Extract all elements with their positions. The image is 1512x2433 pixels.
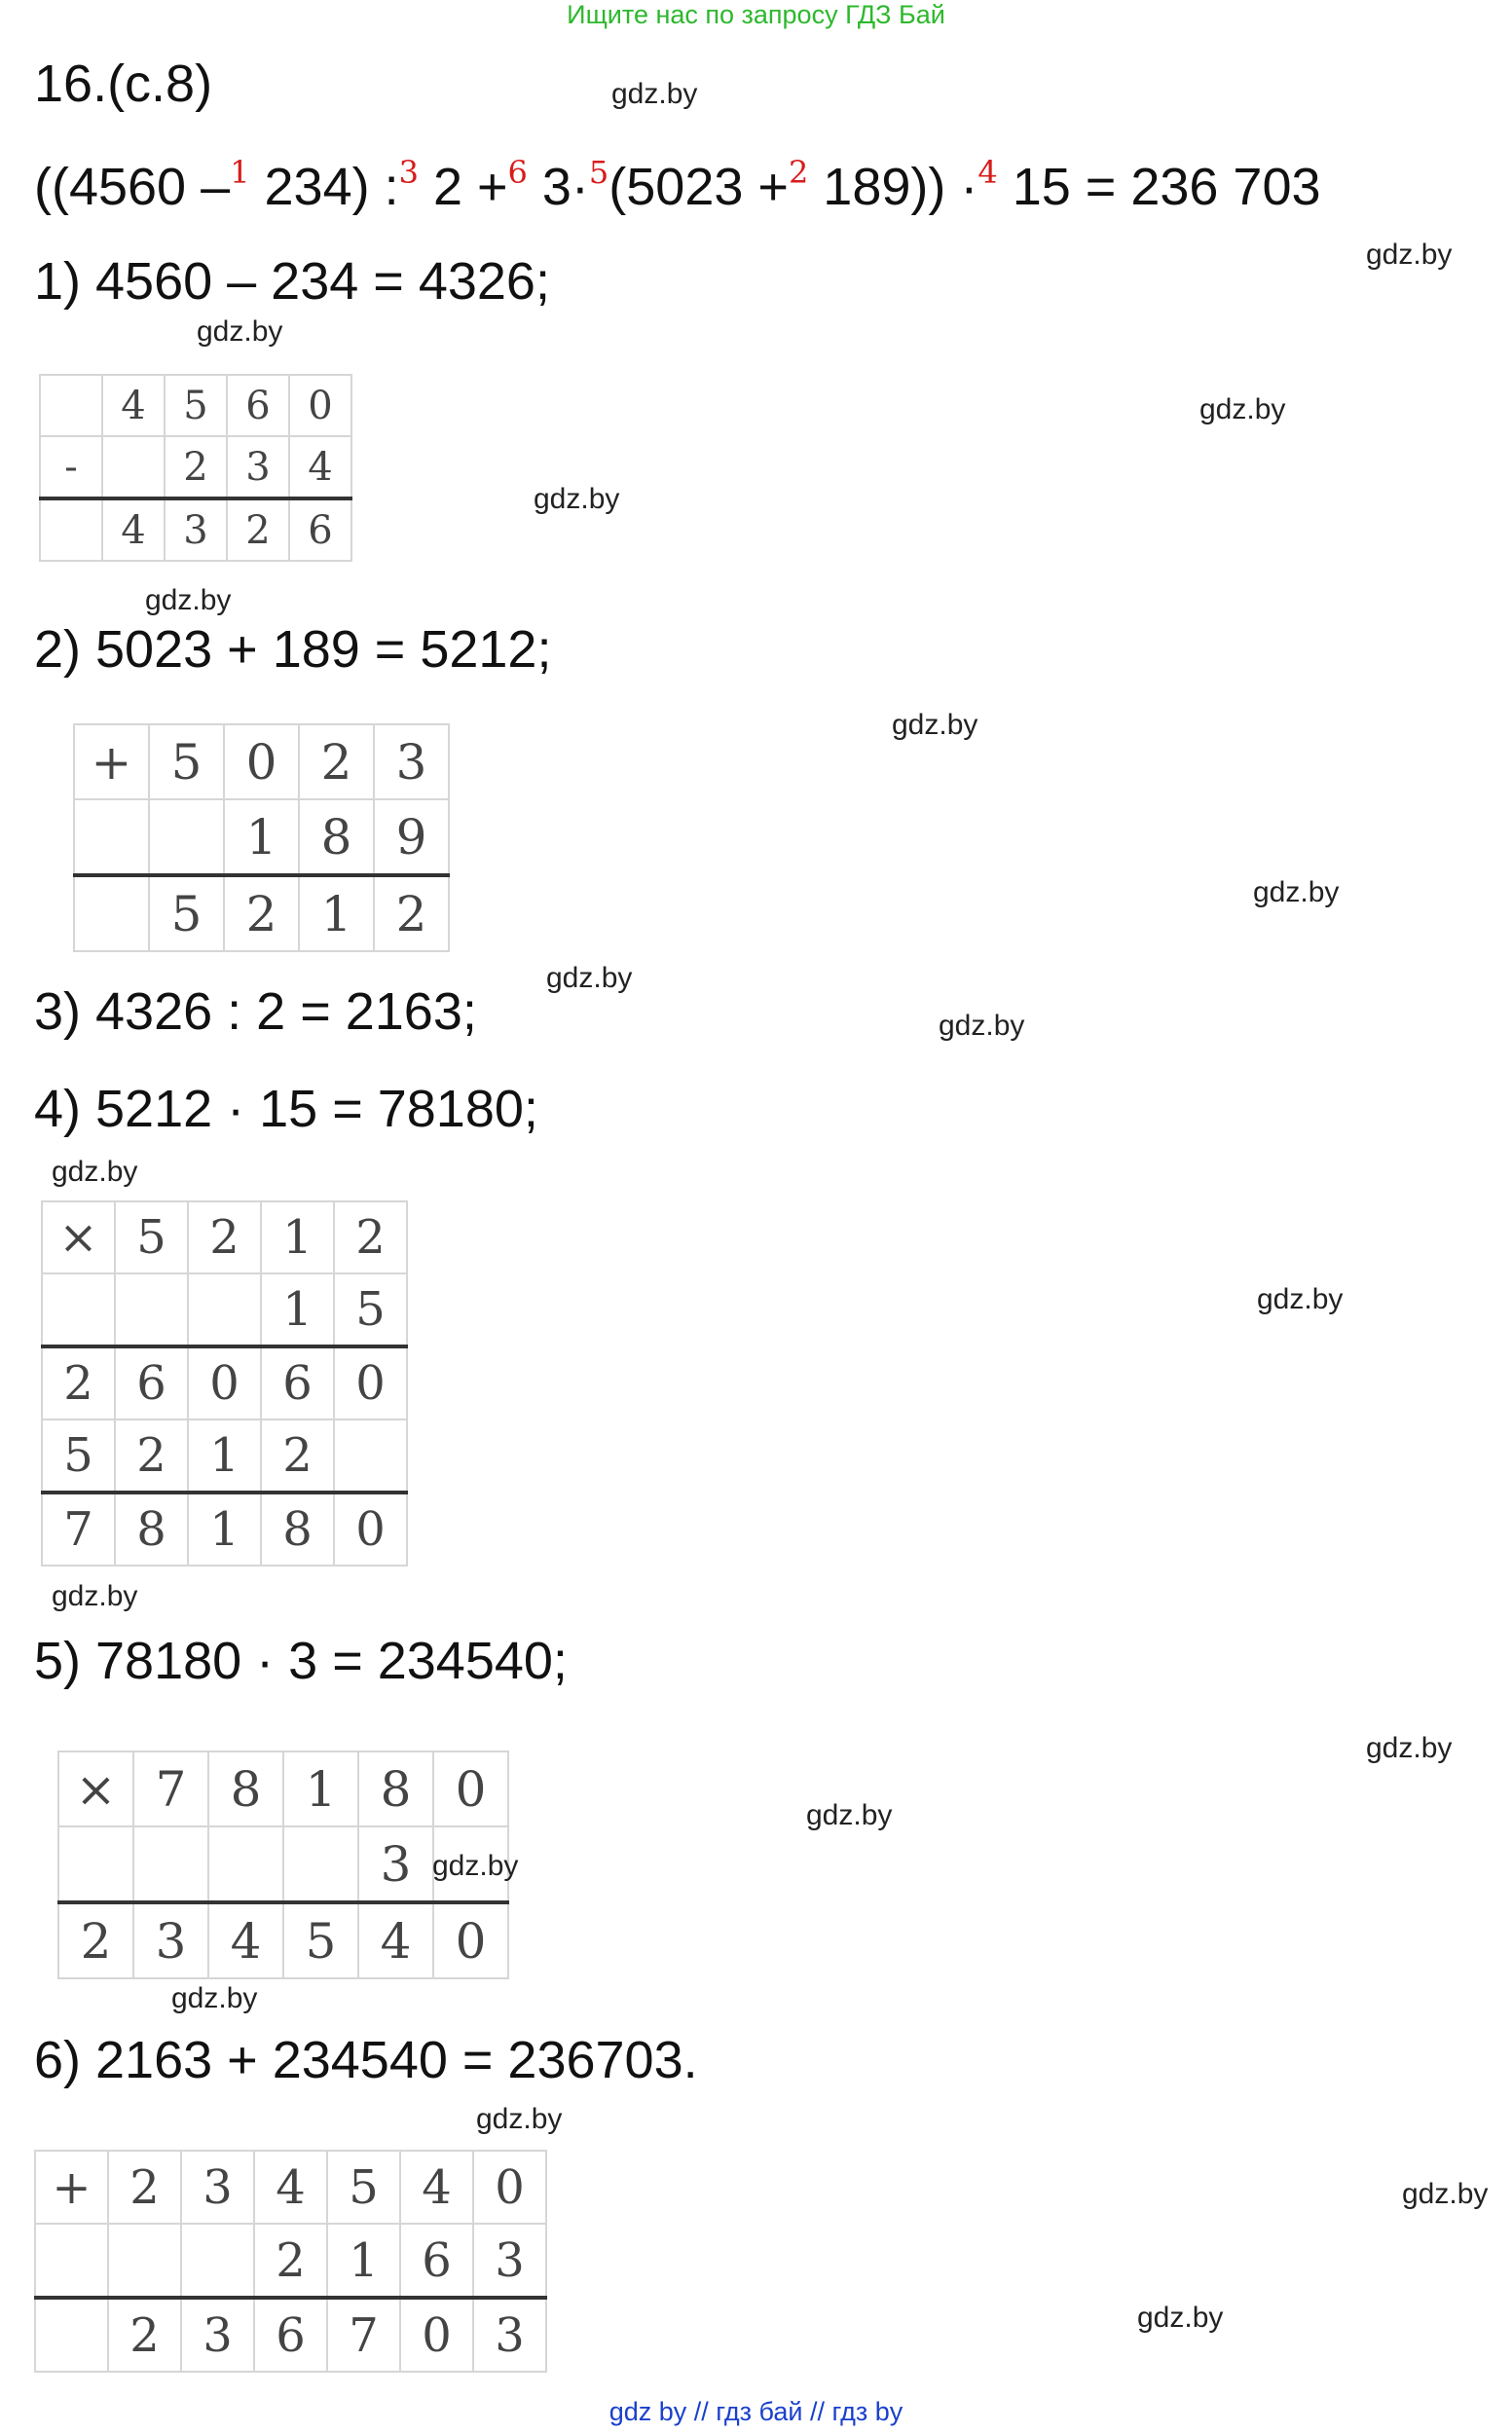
digit-cell: 4: [102, 375, 165, 436]
digit-cell: 4: [102, 498, 165, 561]
watermark: gdz.by: [1366, 1732, 1453, 1764]
digit-cell: 2: [108, 2298, 181, 2372]
digit-cell: 2: [224, 875, 299, 951]
digit-cell: [35, 2298, 108, 2372]
digit-cell: 1: [261, 1201, 334, 1273]
task-number: 16.(с.8): [34, 55, 213, 113]
digit-cell: [115, 1273, 188, 1346]
digit-cell: ×: [58, 1751, 133, 1826]
digit-cell: 6: [227, 375, 289, 436]
digit-cell: 2: [165, 436, 227, 498]
digit-cell: 2: [299, 724, 374, 799]
digit-cell: [74, 875, 149, 951]
digit-cell: 6: [289, 498, 351, 561]
digit-cell: 9: [374, 799, 449, 875]
digit-cell: 3: [473, 2298, 546, 2372]
digit-cell: 3: [181, 2151, 254, 2224]
digit-cell: 0: [188, 1346, 261, 1419]
digit-cell: 1: [224, 799, 299, 875]
digit-cell: 2: [42, 1346, 115, 1419]
digit-cell: 2: [108, 2151, 181, 2224]
watermark: gdz.by: [806, 1799, 893, 1831]
expr-part: 2 +: [418, 158, 508, 216]
digit-cell: 5: [165, 375, 227, 436]
digit-cell: 2: [58, 1902, 133, 1978]
digit-cell: [108, 2224, 181, 2298]
watermark: gdz.by: [1402, 2178, 1489, 2210]
expr-part: 15 = 236 703: [997, 158, 1321, 216]
digit-cell: 1: [327, 2224, 400, 2298]
digit-cell: 4: [400, 2151, 473, 2224]
digit-cell: 0: [334, 1493, 407, 1566]
expr-part: ((4560 –: [34, 158, 231, 216]
digit-cell: 0: [334, 1346, 407, 1419]
watermark: gdz.by: [145, 584, 232, 616]
digit-cell: 2: [115, 1419, 188, 1493]
digit-cell: 4: [358, 1902, 433, 1978]
column-subtraction: [39, 374, 352, 562]
digit-cell: [149, 799, 224, 875]
digit-cell: 4: [289, 436, 351, 498]
digit-cell: [74, 799, 149, 875]
digit-cell: 3: [473, 2224, 546, 2298]
digit-cell: 3: [133, 1902, 208, 1978]
watermark: gdz.by: [476, 2103, 563, 2135]
digit-cell: 3: [181, 2298, 254, 2372]
watermark: gdz.by: [52, 1156, 138, 1188]
digit-cell: 8: [261, 1493, 334, 1566]
digit-cell: 2: [227, 498, 289, 561]
digit-cell: 7: [327, 2298, 400, 2372]
order-mark: 6: [507, 154, 528, 191]
expr-part: 3·: [527, 158, 589, 216]
step-3: 3) 4326 : 2 = 2163;: [34, 982, 477, 1041]
digit-cell: [35, 2224, 108, 2298]
watermark: gdz.by: [534, 483, 620, 515]
digit-cell: 8: [208, 1751, 283, 1826]
digit-cell: [40, 498, 102, 561]
digit-cell: [181, 2224, 254, 2298]
watermark: gdz.by: [1257, 1283, 1344, 1315]
column-addition: [73, 723, 450, 952]
watermark: gdz.by: [1137, 2302, 1224, 2334]
digit-cell: 2: [254, 2224, 327, 2298]
digit-cell: 8: [115, 1493, 188, 1566]
digit-cell: 3: [227, 436, 289, 498]
watermark: gdz.by: [892, 709, 978, 741]
column-addition: [34, 2150, 547, 2373]
digit-cell: 2: [188, 1201, 261, 1273]
step-4: 4) 5212 · 15 = 78180;: [34, 1080, 538, 1138]
watermark: gdz.by: [432, 1850, 519, 1882]
digit-cell: 4: [208, 1902, 283, 1978]
digit-cell: 3: [165, 498, 227, 561]
search-banner[interactable]: Ищите нас по запросу ГДЗ Бай: [567, 0, 945, 29]
digit-cell: 7: [42, 1493, 115, 1566]
expr-part: (5023 +: [608, 158, 789, 216]
digit-cell: -: [40, 436, 102, 498]
watermark: gdz.by: [197, 315, 283, 348]
watermark: gdz.by: [1199, 393, 1286, 425]
digit-cell: 1: [261, 1273, 334, 1346]
watermark: gdz.by: [171, 1982, 258, 2014]
watermark: gdz.by: [939, 1010, 1025, 1042]
digit-cell: [42, 1273, 115, 1346]
step-1: 1) 4560 – 234 = 4326;: [34, 252, 550, 311]
digit-cell: 0: [224, 724, 299, 799]
column-multiplication: [41, 1200, 408, 1567]
digit-cell: 1: [188, 1419, 261, 1493]
expr-part: 189)) ·: [808, 158, 978, 216]
watermark: gdz.by: [1253, 876, 1340, 908]
digit-cell: 8: [299, 799, 374, 875]
digit-cell: 4: [254, 2151, 327, 2224]
digit-cell: 0: [433, 1751, 508, 1826]
watermark: gdz.by: [52, 1580, 138, 1612]
footer-links[interactable]: gdz by // гдз бай // гдз by: [608, 2397, 904, 2426]
digit-cell: 5: [327, 2151, 400, 2224]
digit-cell: 5: [42, 1419, 115, 1493]
expression-with-order: [34, 154, 1321, 217]
digit-cell: 0: [289, 375, 351, 436]
digit-cell: 5: [115, 1201, 188, 1273]
digit-cell: 0: [473, 2151, 546, 2224]
order-mark: 4: [977, 154, 998, 191]
digit-cell: +: [74, 724, 149, 799]
digit-cell: 0: [400, 2298, 473, 2372]
digit-cell: 1: [283, 1751, 358, 1826]
digit-cell: 6: [115, 1346, 188, 1419]
digit-cell: [208, 1826, 283, 1902]
digit-cell: [58, 1826, 133, 1902]
order-mark: 3: [398, 154, 419, 191]
digit-cell: 6: [400, 2224, 473, 2298]
digit-cell: 5: [334, 1273, 407, 1346]
digit-cell: 3: [358, 1826, 433, 1902]
watermark: gdz.by: [546, 962, 633, 994]
digit-cell: 5: [149, 724, 224, 799]
digit-cell: 7: [133, 1751, 208, 1826]
digit-cell: 2: [261, 1419, 334, 1493]
digit-cell: 2: [334, 1201, 407, 1273]
digit-cell: [188, 1273, 261, 1346]
digit-cell: 1: [188, 1493, 261, 1566]
step-6: 6) 2163 + 234540 = 236703.: [34, 2031, 698, 2089]
watermark: gdz.by: [611, 78, 698, 110]
digit-cell: 3: [374, 724, 449, 799]
digit-cell: 5: [283, 1902, 358, 1978]
digit-cell: [283, 1826, 358, 1902]
digit-cell: 1: [299, 875, 374, 951]
digit-cell: 2: [374, 875, 449, 951]
digit-cell: +: [35, 2151, 108, 2224]
digit-cell: [102, 436, 165, 498]
digit-cell: 6: [261, 1346, 334, 1419]
order-mark: 5: [588, 154, 609, 191]
digit-cell: 8: [358, 1751, 433, 1826]
digit-cell: 6: [254, 2298, 327, 2372]
order-mark: 2: [788, 154, 809, 191]
digit-cell: [133, 1826, 208, 1902]
step-2: 2) 5023 + 189 = 5212;: [34, 620, 552, 679]
watermark: gdz.by: [1366, 239, 1453, 271]
digit-cell: [40, 375, 102, 436]
digit-cell: 5: [149, 875, 224, 951]
digit-cell: [334, 1419, 407, 1493]
expr-part: 234) :: [249, 158, 399, 216]
order-mark: 1: [230, 154, 250, 191]
digit-cell: 0: [433, 1902, 508, 1978]
step-5: 5) 78180 · 3 = 234540;: [34, 1632, 568, 1690]
digit-cell: ×: [42, 1201, 115, 1273]
